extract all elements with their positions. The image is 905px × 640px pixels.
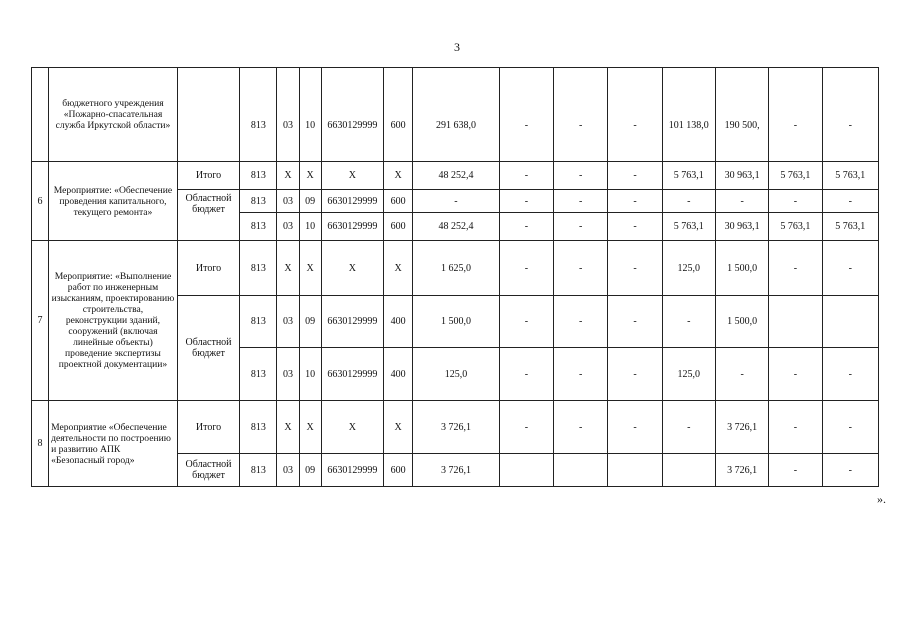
table-cell: Х xyxy=(321,241,383,296)
table-cell: - xyxy=(608,213,662,241)
table-cell: 813 xyxy=(240,190,277,213)
page-number: 3 xyxy=(454,40,460,54)
table-cell: 813 xyxy=(240,241,277,296)
table-cell: - xyxy=(769,68,822,162)
table-cell: - xyxy=(769,454,822,487)
row-number-cell xyxy=(32,68,49,162)
funding-source-cell: Областной бюджет xyxy=(177,296,239,401)
table-cell: 600 xyxy=(384,454,413,487)
table-cell: - xyxy=(499,68,553,162)
table-cell: 813 xyxy=(240,162,277,190)
table-cell: - xyxy=(608,162,662,190)
table-cell: 813 xyxy=(240,348,277,401)
table-cell: 30 963,1 xyxy=(715,213,768,241)
table-cell: - xyxy=(554,68,608,162)
table-cell: 1 500,0 xyxy=(413,296,500,348)
table-cell: 1 500,0 xyxy=(715,241,768,296)
table-cell: - xyxy=(499,296,553,348)
table-cell: - xyxy=(413,190,500,213)
table-cell: 813 xyxy=(240,213,277,241)
table-cell xyxy=(822,296,878,348)
table-cell: 5 763,1 xyxy=(662,213,715,241)
table-cell: 6630129999 xyxy=(321,296,383,348)
table-cell: - xyxy=(715,348,768,401)
table-cell: 48 252,4 xyxy=(413,162,500,190)
activity-name-cell: Мероприятие «Обеспечение деятельности по построению и развитию АПК «Безопасный город» xyxy=(49,401,178,487)
table-cell: - xyxy=(499,162,553,190)
table-cell: 6630129999 xyxy=(321,68,383,162)
table-cell xyxy=(662,454,715,487)
table-cell: 3 726,1 xyxy=(715,401,768,454)
table-cell: Х xyxy=(384,401,413,454)
closing-quote: ». xyxy=(877,492,886,506)
table-cell: 600 xyxy=(384,190,413,213)
table-cell: Х xyxy=(299,162,321,190)
table-cell: - xyxy=(769,241,822,296)
table-cell: - xyxy=(608,190,662,213)
table-cell: Х xyxy=(277,241,299,296)
table-cell: Х xyxy=(321,162,383,190)
table-cell: - xyxy=(554,348,608,401)
table-cell: - xyxy=(822,348,878,401)
table-cell: - xyxy=(499,348,553,401)
table-cell xyxy=(499,454,553,487)
row-number-cell: 8 xyxy=(32,401,49,487)
table-cell: 1 625,0 xyxy=(413,241,500,296)
table-cell: - xyxy=(662,296,715,348)
table-cell: Х xyxy=(384,162,413,190)
funding-source-cell xyxy=(177,68,239,162)
table-cell: 813 xyxy=(240,401,277,454)
table-cell: 03 xyxy=(277,348,299,401)
table-cell: 10 xyxy=(299,68,321,162)
funding-source-cell: Итого xyxy=(177,162,239,190)
table-cell: - xyxy=(769,348,822,401)
table-cell: 6630129999 xyxy=(321,348,383,401)
table-cell: - xyxy=(769,401,822,454)
table-cell: - xyxy=(822,401,878,454)
table-cell: 125,0 xyxy=(662,348,715,401)
table-cell xyxy=(769,296,822,348)
table-cell: 09 xyxy=(299,296,321,348)
table-cell: - xyxy=(608,401,662,454)
table-cell: 10 xyxy=(299,213,321,241)
table-row xyxy=(32,241,879,296)
funding-source-cell: Итого xyxy=(177,401,239,454)
table-cell: 5 763,1 xyxy=(822,213,878,241)
table-cell: - xyxy=(554,162,608,190)
table-cell: 600 xyxy=(384,68,413,162)
table-cell: 5 763,1 xyxy=(662,162,715,190)
table-cell: Х xyxy=(277,401,299,454)
table-cell: 400 xyxy=(384,348,413,401)
table-cell: 600 xyxy=(384,213,413,241)
table-cell: - xyxy=(822,454,878,487)
funding-source-cell: Итого xyxy=(177,241,239,296)
table-cell xyxy=(554,454,608,487)
table-cell: 813 xyxy=(240,68,277,162)
table-cell: - xyxy=(608,348,662,401)
table-cell: - xyxy=(554,213,608,241)
table-row xyxy=(32,401,879,454)
table-cell: 48 252,4 xyxy=(413,213,500,241)
table-cell: Х xyxy=(321,401,383,454)
table-cell: - xyxy=(662,190,715,213)
table-cell: - xyxy=(608,68,662,162)
table-cell: 400 xyxy=(384,296,413,348)
table-cell: 6630129999 xyxy=(321,454,383,487)
funding-source-cell: Областной бюджет xyxy=(177,190,239,241)
table-cell: - xyxy=(499,241,553,296)
table-row xyxy=(32,162,879,190)
table-cell: - xyxy=(499,190,553,213)
activity-name-cell: Мероприятие: «Выполнение работ по инженерным изысканиям, проектированию строительства, реконструкции зданий, сооружений (включая линейные объекты) проведение экспертизы проектной документации» xyxy=(49,241,178,401)
table-cell: - xyxy=(499,401,553,454)
table-cell: - xyxy=(499,213,553,241)
table-cell: 101 138,0 xyxy=(662,68,715,162)
table-cell: 10 xyxy=(299,348,321,401)
table-cell: 09 xyxy=(299,454,321,487)
table-cell: 125,0 xyxy=(662,241,715,296)
table-cell: Х xyxy=(277,162,299,190)
table-cell: - xyxy=(822,190,878,213)
table-row xyxy=(32,68,879,162)
table-cell: - xyxy=(554,190,608,213)
table-cell: 6630129999 xyxy=(321,190,383,213)
table-cell: 5 763,1 xyxy=(769,213,822,241)
table-cell: - xyxy=(608,296,662,348)
table-cell: - xyxy=(662,401,715,454)
table-cell: 03 xyxy=(277,454,299,487)
table-cell: 125,0 xyxy=(413,348,500,401)
table-cell: 03 xyxy=(277,296,299,348)
table-cell: 5 763,1 xyxy=(822,162,878,190)
table-cell: 813 xyxy=(240,296,277,348)
table-cell: - xyxy=(769,190,822,213)
table-cell: 291 638,0 xyxy=(413,68,500,162)
table-cell: 3 726,1 xyxy=(413,454,500,487)
table-cell xyxy=(608,454,662,487)
table-cell: 3 726,1 xyxy=(715,454,768,487)
table-cell: - xyxy=(554,241,608,296)
row-number-cell: 7 xyxy=(32,241,49,401)
budget-table xyxy=(31,67,879,487)
row-number-cell: 6 xyxy=(32,162,49,241)
table-cell: 03 xyxy=(277,68,299,162)
table-cell: - xyxy=(608,241,662,296)
table-cell: 09 xyxy=(299,190,321,213)
table-cell: - xyxy=(554,401,608,454)
table-cell: 190 500, xyxy=(715,68,768,162)
table-cell: 30 963,1 xyxy=(715,162,768,190)
table-cell: Х xyxy=(384,241,413,296)
table-cell: 03 xyxy=(277,213,299,241)
table-cell: Х xyxy=(299,241,321,296)
activity-name-cell: бюджетного учреждения «Пожарно-спасательная служба Иркутской области» xyxy=(49,68,178,162)
funding-source-cell: Областной бюджет xyxy=(177,454,239,487)
table-cell: - xyxy=(554,296,608,348)
table-cell: - xyxy=(822,68,878,162)
table-cell: 03 xyxy=(277,190,299,213)
table-cell: 813 xyxy=(240,454,277,487)
table-cell: 3 726,1 xyxy=(413,401,500,454)
table-cell: 6630129999 xyxy=(321,213,383,241)
table-cell: 1 500,0 xyxy=(715,296,768,348)
table-cell: 5 763,1 xyxy=(769,162,822,190)
activity-name-cell: Мероприятие: «Обеспечение проведения капитального, текущего ремонта» xyxy=(49,162,178,241)
table-cell: - xyxy=(715,190,768,213)
table-cell: Х xyxy=(299,401,321,454)
table-cell: - xyxy=(822,241,878,296)
